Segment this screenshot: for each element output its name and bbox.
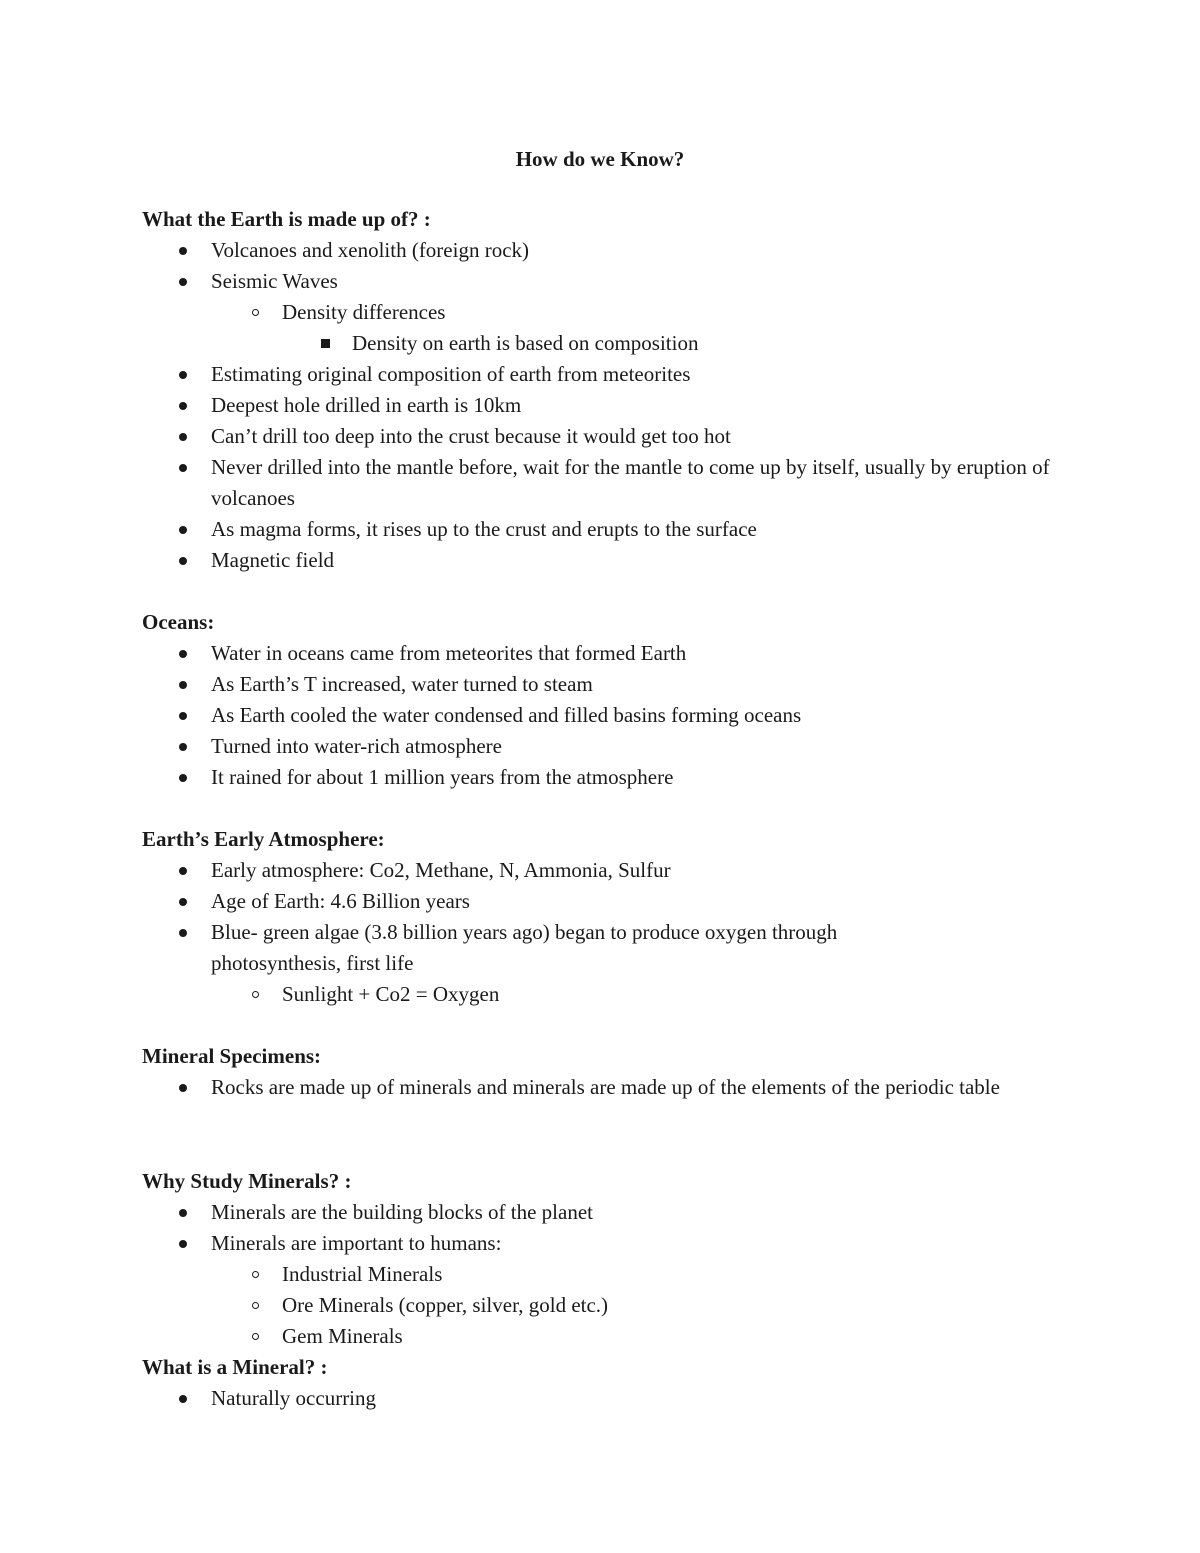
list-item: Naturally occurring (211, 1383, 1071, 1414)
bullet-disc-icon (175, 514, 191, 545)
list-item: Minerals are the building blocks of the planet (211, 1197, 1071, 1228)
bullet-disc-icon (175, 1228, 191, 1259)
page-title: How do we Know? (515, 147, 685, 171)
list-item: Minerals are important to humans: (211, 1228, 1071, 1259)
list-item: Early atmosphere: Co2, Methane, N, Ammonia, Sulfur (211, 855, 1071, 886)
list-item: Blue- green algae (3.8 billion years ago) began to produce oxygen through photosynthesis, first life (211, 917, 951, 979)
bullet-circle-icon (247, 1259, 263, 1290)
list-item: Seismic Waves (211, 266, 1071, 297)
list-item: As magma forms, it rises up to the crust and erupts to the surface (211, 514, 1071, 545)
bullet-disc-icon (175, 669, 191, 700)
bullet-circle-icon (247, 979, 263, 1010)
list-item: Gem Minerals (282, 1321, 1072, 1352)
section-heading-what-is-mineral: What is a Mineral? : (142, 1355, 328, 1379)
list-item: Volcanoes and xenolith (foreign rock) (211, 235, 1071, 266)
list-item: Density differences (282, 297, 1072, 328)
list-item: Age of Earth: 4.6 Billion years (211, 886, 1071, 917)
bullet-disc-icon (175, 731, 191, 762)
bullet-disc-icon (175, 545, 191, 576)
list-item: Industrial Minerals (282, 1259, 1072, 1290)
list-item: Can’t drill too deep into the crust because it would get too hot (211, 421, 1071, 452)
bullet-disc-icon (175, 235, 191, 266)
bullet-circle-icon (247, 1290, 263, 1321)
list-item: Rocks are made up of minerals and minerals are made up of the elements of the periodic table (211, 1072, 1071, 1103)
bullet-disc-icon (175, 638, 191, 669)
bullet-disc-icon (175, 886, 191, 917)
bullet-disc-icon (175, 390, 191, 421)
list-item: Deepest hole drilled in earth is 10km (211, 390, 1071, 421)
list-item: Magnetic field (211, 545, 1071, 576)
bullet-disc-icon (175, 700, 191, 731)
list-item: Water in oceans came from meteorites that formed Earth (211, 638, 1071, 669)
list-item: As Earth’s T increased, water turned to steam (211, 669, 1071, 700)
bullet-disc-icon (175, 762, 191, 793)
bullet-disc-icon (175, 421, 191, 452)
section-heading-why-study-minerals: Why Study Minerals? : (142, 1169, 352, 1193)
list-item: Turned into water-rich atmosphere (211, 731, 1071, 762)
bullet-disc-icon (175, 266, 191, 297)
bullet-disc-icon (175, 1072, 191, 1103)
bullet-circle-icon (247, 1321, 263, 1352)
bullet-disc-icon (175, 917, 191, 948)
bullet-disc-icon (175, 452, 191, 483)
section-heading-oceans: Oceans: (142, 610, 215, 634)
bullet-disc-icon (175, 1197, 191, 1228)
bullet-disc-icon (175, 359, 191, 390)
list-item: Density on earth is based on composition (352, 328, 1072, 359)
bullet-circle-icon (247, 297, 263, 328)
section-heading-mineral-specimens: Mineral Specimens: (142, 1044, 322, 1068)
list-item: Ore Minerals (copper, silver, gold etc.) (282, 1290, 1072, 1321)
list-item: It rained for about 1 million years from the atmosphere (211, 762, 1071, 793)
section-heading-early-atmosphere: Earth’s Early Atmosphere: (142, 827, 385, 851)
bullet-disc-icon (175, 1383, 191, 1414)
section-heading-earth-composition: What the Earth is made up of? : (142, 207, 431, 231)
bullet-disc-icon (175, 855, 191, 886)
list-item: Never drilled into the mantle before, wait for the mantle to come up by itself, usually by eruption of volcanoes (211, 452, 1071, 514)
bullet-square-icon (317, 328, 333, 359)
list-item: Estimating original composition of earth from meteorites (211, 359, 1071, 390)
list-item: As Earth cooled the water condensed and filled basins forming oceans (211, 700, 1071, 731)
list-item: Sunlight + Co2 = Oxygen (282, 979, 1072, 1010)
